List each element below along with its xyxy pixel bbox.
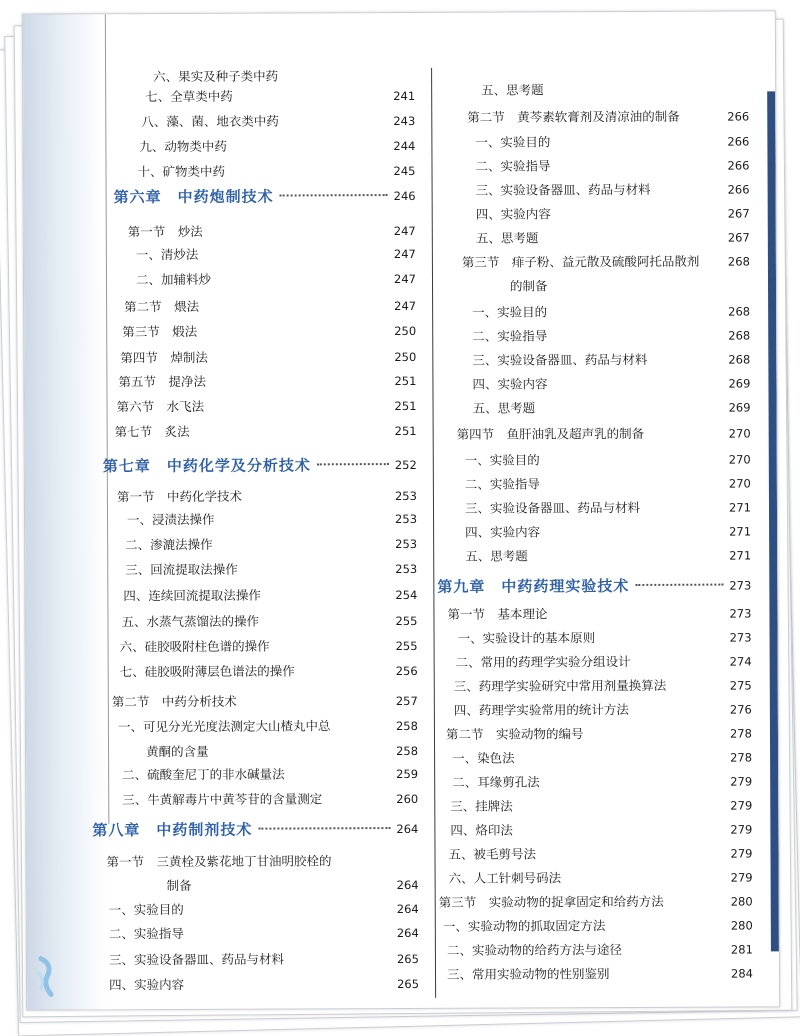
toc-page-number: 266: [727, 158, 750, 173]
toc-entry-title: 三、实验设备器皿、药品与材料: [472, 351, 648, 368]
toc-page-number: 279: [730, 870, 753, 885]
toc-page-number: 247: [393, 246, 416, 262]
toc-page-number: 273: [729, 578, 752, 593]
toc-entry-title: 第八章 中药制剂技术: [92, 820, 253, 840]
toc-page-number: 266: [727, 182, 750, 197]
toc-page-number: 253: [395, 536, 418, 552]
toc-page-number: 253: [395, 511, 418, 527]
toc-entry-title: 二、实验指导: [475, 158, 551, 174]
toc-entry-title: 第一节 三黄栓及紫花地丁甘油明胶栓的: [106, 853, 332, 870]
toc-entry-title: 一、染色法: [452, 750, 515, 766]
toc-entry-title: 二、常用的药理学实验分组设计: [455, 653, 631, 670]
toc-entry-title: 四、实验内容: [472, 376, 548, 392]
toc-page-number: 275: [729, 678, 752, 693]
toc-page-number: 255: [395, 638, 418, 654]
toc-page-number: 245: [393, 163, 416, 179]
toc-page-number: 276: [729, 702, 752, 717]
toc-page-number: 279: [730, 774, 753, 789]
toc-page-number: 273: [729, 606, 752, 621]
toc-page-number: 279: [730, 822, 753, 837]
toc-entry-title: 制备: [166, 877, 192, 894]
toc-page-number: 267: [727, 230, 750, 245]
toc-page-number: 258: [395, 718, 418, 734]
toc-entry-title: 的制备: [509, 278, 548, 294]
toc-entry-title: 二、实验指导: [464, 476, 540, 492]
toc-entry-title: 六、硅胶吸附柱色谱的操作: [119, 638, 270, 655]
toc-entry-title: 三、牛黄解毒片中黄芩苷的含量测定: [122, 791, 323, 808]
toc-entry-title: 第三节 实验动物的捉拿固定和给药方法: [438, 893, 664, 910]
toc-page-number: 251: [394, 398, 417, 414]
toc-entry-title: 二、实验指导: [472, 328, 548, 344]
toc-entry-title: 二、耳缘剪孔法: [452, 774, 540, 790]
toc-entry-title: 第三节 煅法: [122, 323, 198, 340]
toc-entry-title: 黄酮的含量: [146, 743, 209, 760]
toc-page-number: 250: [394, 323, 417, 339]
toc-entry-title: 五、思考题: [472, 400, 536, 416]
toc-entry-title: 四、实验内容: [475, 206, 551, 222]
toc-page-number: 264: [396, 925, 419, 941]
toc-page-number: 254: [395, 587, 418, 603]
toc-entry-title: 四、实验内容: [465, 524, 541, 540]
toc-page-number: 264: [396, 877, 419, 893]
toc-page-number: 279: [730, 798, 753, 813]
toc-page-number: 269: [728, 400, 751, 415]
toc-page-number: 268: [728, 304, 751, 319]
toc-entry-title: 六、人工针刺号码法: [448, 870, 562, 886]
toc-entry-title: 四、实验内容: [109, 976, 185, 993]
toc-page-number: 258: [396, 743, 419, 759]
toc-entry-title: 五、思考题: [465, 548, 528, 564]
toc-page-number: 256: [395, 663, 418, 679]
toc-entry-title: 一、实验目的: [108, 901, 184, 918]
toc-page-number: 246: [393, 188, 416, 204]
toc-entry-title: 一、实验设计的基本原则: [457, 630, 596, 646]
toc-page-number: 264: [396, 821, 419, 837]
toc-entry-title: 八、藻、菌、地衣类中药: [141, 113, 279, 130]
toc-entry-title: 七、硅胶吸附薄层色谱法的操作: [119, 663, 295, 680]
toc-entry-title: 第七章 中药化学及分析技术: [102, 456, 311, 476]
toc-entry-title: 七、全草类中药: [145, 88, 233, 105]
toc-page-number: 252: [394, 457, 417, 473]
toc-entry-title: 三、药理学实验研究中常用剂量换算法: [453, 677, 667, 694]
toc-entry-title: 一、实验目的: [475, 134, 551, 150]
toc-page-number: 273: [729, 630, 752, 645]
toc-page-number: 247: [393, 223, 416, 239]
toc-entry-title: 一、浸渍法操作: [127, 511, 215, 528]
toc-page-number: 274: [729, 654, 752, 669]
toc-entry-title: 九、动物类中药: [139, 138, 227, 155]
leader-dots: [258, 827, 390, 830]
toc-entry-title: 三、实验设备器皿、药品与材料: [108, 951, 285, 968]
toc-entry-title: 一、实验动物的抓取固定方法: [442, 918, 606, 934]
toc-entry-title: 第四节 焯制法: [120, 349, 208, 366]
publisher-logo-icon: [33, 954, 61, 998]
toc-entry-title: 第二节 煨法: [124, 298, 200, 315]
toc-page-number: 253: [394, 488, 417, 504]
toc-page-number: 278: [729, 726, 752, 741]
toc-entry-title: 一、实验目的: [472, 304, 548, 320]
toc-page-number: 268: [727, 254, 750, 269]
toc-page-number: 251: [394, 373, 417, 389]
toc-entry-title: 二、实验动物的给药方法与途径: [446, 942, 622, 958]
toc-page-number: 281: [730, 942, 753, 957]
toc-entry-title: 四、烙印法: [450, 822, 513, 838]
toc-page-number: 270: [728, 426, 751, 441]
toc-entry-title: 四、连续回流提取法操作: [123, 587, 261, 604]
toc-page-number: 284: [730, 966, 754, 981]
toc-page-number: 268: [728, 352, 751, 367]
toc-entry-title: 第一节 基本理论: [447, 606, 548, 622]
toc-page-number: 264: [396, 901, 419, 917]
toc-entry-title: 一、可见分光光度法测定大山楂丸中总: [117, 718, 331, 735]
toc-entry-title: 第三节 痱子粉、益元散及硫酸阿托品散剂: [461, 253, 700, 270]
toc-page-number: 255: [395, 613, 418, 629]
toc-page-number: 260: [396, 791, 419, 807]
toc-entry-title: 三、回流提取法操作: [125, 561, 238, 578]
toc-page-number: 271: [729, 548, 752, 563]
toc-entry-title: 三、常用实验动物的性别鉴别: [446, 966, 610, 982]
toc-page-number: 253: [395, 561, 418, 577]
toc-entry-title: 五、思考题: [481, 82, 544, 98]
toc-page-number: 259: [396, 766, 419, 782]
toc-entry-title: 二、实验指导: [108, 925, 184, 942]
toc-page-number: 269: [728, 376, 751, 391]
toc-page-number: 241: [393, 88, 416, 104]
toc-entry-title: 第五节 提净法: [118, 373, 206, 390]
leader-dots: [280, 194, 388, 196]
toc-page-number: 247: [394, 298, 417, 314]
toc-page-number: 266: [727, 134, 750, 149]
toc-entry-title: 二、硫酸奎尼丁的非水碱量法: [122, 766, 285, 783]
toc-entry-title: 五、思考题: [475, 230, 539, 246]
toc-page-number: 265: [397, 976, 420, 992]
toc-entry-title: 六、果实及种子类中药: [153, 68, 279, 85]
toc-entry-title: 第二节 黄芩素软膏剂及清凉油的制备: [467, 108, 680, 125]
toc-page-number: 271: [729, 524, 752, 539]
toc-page-number: 265: [396, 951, 419, 967]
toc-entry-title: 第一节 炒法: [127, 223, 203, 240]
toc-entry-title: 第一节 中药化学技术: [116, 488, 242, 505]
toc-entry-title: 第二节 中药分析技术: [111, 693, 237, 710]
toc-page-number: 280: [730, 894, 753, 909]
toc-page-number: 268: [728, 328, 751, 343]
toc-page-number: 251: [394, 423, 417, 439]
toc-entry-title: 三、挂牌法: [450, 798, 513, 814]
toc-entry-title: 一、实验目的: [464, 452, 540, 468]
toc-page-number: 243: [393, 113, 416, 129]
toc-page-number: 279: [730, 846, 753, 861]
toc-entry-title: 十、矿物类中药: [137, 163, 226, 180]
toc-entry-title: 四、药理学实验常用的统计方法: [453, 702, 629, 718]
toc-page-number: 270: [728, 476, 751, 491]
toc-page-number: 270: [728, 452, 751, 467]
toc-entry-title: 第七节 炙法: [114, 423, 190, 440]
toc-entry-title: 一、清炒法: [135, 246, 199, 263]
toc-entry-title: 第六章 中药炮制技术: [113, 187, 274, 207]
toc-entry-title: 第二节 实验动物的编号: [445, 726, 584, 742]
toc-entry-title: 第九章 中药药理实验技术: [437, 577, 630, 596]
leader-dots: [317, 463, 389, 465]
toc-page-number: 266: [727, 109, 750, 124]
toc-page-number: 280: [730, 918, 753, 933]
toc-page-number: 271: [728, 500, 751, 515]
toc-page-number: 257: [395, 693, 418, 709]
toc-entry-title: 二、渗漉法操作: [125, 536, 213, 553]
toc-entry-title: 三、实验设备器皿、药品与材料: [475, 181, 651, 198]
toc-entry-title: 五、水蒸气蒸馏法的操作: [121, 613, 260, 630]
toc-page-number: 244: [393, 138, 416, 154]
toc-entry-title: 三、实验设备器皿、药品与材料: [464, 499, 641, 516]
spine-shading: [23, 14, 107, 1009]
column-divider: [431, 68, 436, 998]
toc-entry-title: 第六节 水飞法: [116, 398, 205, 415]
leader-dots: [635, 584, 723, 586]
toc-page-number: 250: [394, 349, 417, 365]
toc-page-number: 267: [727, 206, 750, 221]
toc-page: [22, 10, 780, 1010]
toc-right-column: [431, 11, 771, 982]
toc-entry-title: 第四节 鱼肝油乳及超声乳的制备: [456, 425, 645, 442]
toc-entry-title: 五、被毛剪号法: [448, 846, 537, 862]
toc-page-number: 278: [730, 750, 753, 765]
toc-entry-title: 二、加辅料炒: [135, 271, 212, 288]
toc-page-number: 247: [393, 271, 416, 287]
